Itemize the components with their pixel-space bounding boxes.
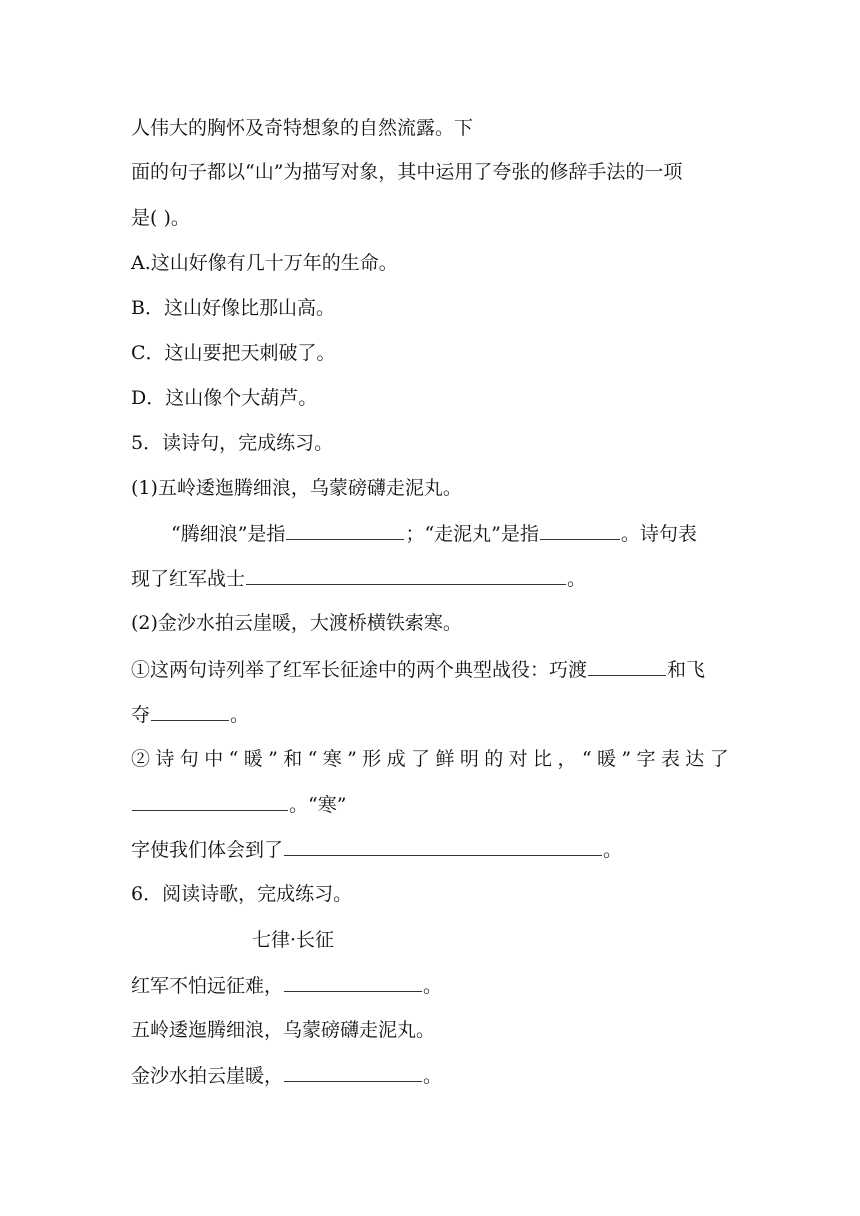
answer-blank[interactable] (246, 566, 566, 585)
question-text: 5．读诗句，完成练习。 (131, 432, 334, 454)
option-text: D．这山像个大葫芦。 (131, 387, 318, 409)
option-d (131, 386, 317, 410)
question-6-heading (131, 882, 352, 906)
question-text: 6．阅读诗歌，完成练习。 (131, 883, 353, 905)
poem-text: 五岭逶迤腾细浪，乌蒙磅礴走泥丸。 (131, 1019, 436, 1041)
text-line (131, 160, 682, 184)
answer-paren: 是( )。 (131, 207, 190, 229)
question-5-1 (131, 476, 462, 500)
question-text: (2)金沙水拍云崖暖，大渡桥横铁索寒。 (131, 612, 462, 634)
answer-blank[interactable] (286, 521, 404, 540)
question-text: ；“走泥丸”是指 (405, 523, 539, 545)
answer-blank[interactable] (132, 792, 288, 811)
option-text: B．这山好像比那山高。 (131, 297, 335, 319)
poem-title (252, 928, 334, 952)
question-text: 字使我们体会到了 (131, 839, 284, 861)
answer-blank[interactable] (284, 837, 602, 856)
text-fragment: 面的句子都以“山”为描写对象，其中运用了夸张的修辞手法的一项 (131, 161, 683, 183)
question-5-2-a (131, 657, 705, 682)
option-text: A.这山好像有几十万年的生命。 (131, 252, 398, 274)
question-text: 和飞 (667, 659, 706, 681)
answer-blank[interactable] (540, 521, 620, 540)
question-5-heading (131, 431, 333, 455)
answer-blank[interactable] (284, 1063, 422, 1082)
poem-line-2 (131, 1018, 435, 1042)
question-text: (1)五岭逶迤腾细浪，乌蒙磅礴走泥丸。 (131, 477, 462, 499)
text-line (131, 206, 190, 230)
question-5-2 (131, 611, 462, 635)
option-b (131, 296, 335, 320)
text-fragment: 人伟大的胸怀及奇特想象的自然流露。下 (131, 117, 474, 139)
poem-line-3 (131, 1063, 442, 1088)
question-text: 。诗句表 (620, 523, 697, 545)
poem-text: 。 (423, 975, 443, 997)
question-text: “腾细浪”是指 (171, 523, 286, 545)
question-text: 。 (603, 839, 623, 861)
answer-blank[interactable] (284, 973, 422, 992)
option-c (131, 341, 336, 365)
question-5-2-b (131, 702, 249, 727)
question-5-2-c (131, 747, 734, 771)
question-5-1-b (131, 566, 586, 591)
option-text: C．这山要把天刺破了。 (131, 342, 336, 364)
question-text: 夺 (131, 704, 151, 726)
question-text: ①这两句诗列举了红军长征途中的两个典型战役：巧渡 (131, 659, 588, 681)
answer-blank[interactable] (588, 657, 666, 676)
poem-text: 金沙水拍云崖暖， (131, 1065, 284, 1087)
poem-line-1 (131, 973, 442, 998)
question-5-1-a (171, 521, 697, 546)
question-5-2-e (131, 837, 622, 862)
question-5-2-d (131, 792, 346, 817)
poem-title-text: 七律·长征 (252, 929, 335, 951)
option-a (131, 251, 398, 275)
poem-text: 。 (423, 1065, 443, 1087)
poem-text: 红军不怕远征难， (131, 975, 284, 997)
question-text: 。 (567, 568, 587, 590)
answer-blank[interactable] (151, 702, 229, 721)
question-text: 。 (230, 704, 250, 726)
question-text: 。“寒” (289, 794, 347, 816)
text-line (131, 116, 473, 140)
question-text: 现了红军战士 (131, 568, 246, 590)
question-text: ②诗句中“暖”和“寒”形成了鲜明的对比，“暖”字表达了 (131, 748, 735, 770)
